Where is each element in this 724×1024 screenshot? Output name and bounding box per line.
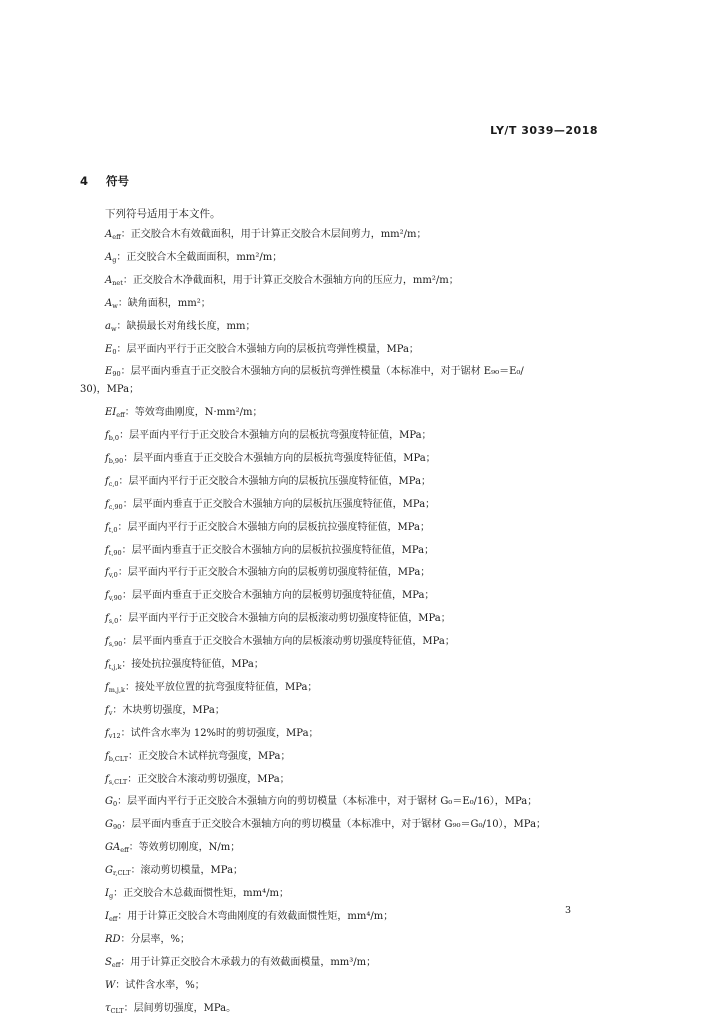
symbol-subscript: eff: [111, 960, 121, 969]
symbol: EI: [105, 407, 117, 419]
symbol: f: [105, 659, 109, 671]
symbol-definition: ：层平面内平行于正交胶合木强轴方向的层板抗压强度特征值，MPa；: [118, 475, 432, 487]
symbol-item: [105, 750, 291, 766]
symbol-definition: ：缺角面积，mm²；: [117, 297, 211, 309]
symbol-item: [105, 365, 524, 381]
symbol-subscript: v: [108, 708, 113, 717]
symbol-item: [105, 841, 240, 857]
symbol-definition: ：层平面内垂直于正交胶合木强轴方向的层板抗弯弹性模量（本标准中，对于锯材 E₉₀＝E₀/: [120, 366, 524, 378]
symbol-definition: ：正交胶合木试样抗弯强度，MPa；: [128, 750, 291, 762]
symbol-definition: ：层平面内平行于正交胶合木强轴方向的层板剪切强度特征值，MPa；: [117, 567, 431, 579]
symbol-item: [105, 521, 430, 537]
symbol-definition: ：用于计算正交胶合木承载力的有效截面模量，mm³/m；: [120, 956, 377, 968]
symbol-definition: ：缺损最长对角线长度，mm；: [116, 320, 256, 332]
symbol: E: [105, 366, 113, 378]
intro-sentence: 下列符号适用于本文件。: [105, 208, 221, 220]
symbol-definition: ：层平面内垂直于正交胶合木强轴方向的层板剪切强度特征值，MPa；: [121, 590, 435, 602]
symbol-subscript: 0: [112, 347, 117, 356]
symbol-definition: ：层平面内垂直于正交胶合木强轴方向的层板滚动剪切强度特征值，MPa；: [122, 636, 455, 648]
symbol-definition: ：正交胶合木全截面面积，mm²/m；: [116, 251, 283, 263]
symbol-subscript: eff: [116, 411, 125, 420]
symbol-item: [105, 773, 290, 789]
symbol-subscript: t,j,k: [108, 663, 122, 672]
symbol: f: [105, 430, 109, 442]
symbol-subscript: t,0: [108, 525, 118, 534]
symbol-definition: ：正交胶合木滚动剪切强度，MPa；: [127, 773, 290, 785]
symbol: a: [105, 320, 111, 332]
symbol-definition: ：接处平放位置的抗弯强度特征值，MPa；: [124, 681, 318, 693]
symbol-subscript: b,0: [108, 434, 120, 443]
symbol-definition-continuation: 30)，MPa；: [80, 384, 140, 396]
symbol: A: [105, 229, 113, 240]
symbol-item: [105, 429, 432, 445]
symbol: A: [105, 297, 113, 309]
symbol-definition: ：层平面内垂直于正交胶合木强轴方向的层板抗弯强度特征值，MPa；: [123, 452, 436, 464]
symbol-definition: ：层间剪切强度，MPa。: [123, 1002, 237, 1014]
symbol-item: [105, 727, 319, 743]
symbol-subscript: v12: [108, 731, 121, 740]
symbol-item: [105, 910, 393, 926]
symbol: f: [105, 498, 109, 510]
symbol-item: [105, 498, 435, 514]
symbol: f: [105, 544, 109, 556]
symbol: f: [105, 681, 109, 693]
symbol-definition: ：试件含水率为 12%时的剪切强度，MPa；: [120, 727, 319, 739]
symbol-definition: ：木块剪切强度，MPa；: [112, 704, 225, 716]
symbol: W: [105, 979, 116, 991]
symbol: GA: [105, 842, 121, 854]
symbol-item: [105, 956, 376, 972]
symbol-definition: ：等效弯曲刚度，N·mm²/m；: [124, 407, 263, 419]
symbol-definition: ：正交胶合木有效截面积，用于计算正交胶合木层间剪力，mm²/m；: [120, 229, 427, 240]
standard-number: LY/T 3039—2018: [490, 124, 598, 137]
symbol: A: [105, 251, 113, 263]
symbol-subscript: 90: [112, 370, 121, 379]
symbol-subscript: t,90: [108, 548, 122, 557]
symbol-item: [105, 589, 434, 605]
symbol-definition: ：层平面内垂直于正交胶合木强轴方向的层板抗拉强度特征值，MPa；: [121, 544, 435, 556]
symbol-item: [105, 566, 430, 582]
symbol: f: [105, 452, 109, 464]
section-title: 符号: [106, 174, 130, 188]
symbol-item: [105, 704, 225, 720]
symbol-item: [105, 228, 427, 244]
symbol-item: [105, 452, 436, 468]
symbol-subscript: c,0: [108, 479, 119, 488]
symbol-definition: ：层平面内垂直于正交胶合木强轴方向的剪切模量（本标准中，对于锯材 G₉₀＝G₀/10），MPa；: [121, 819, 547, 831]
symbol-subscript: b,CLT: [108, 754, 129, 763]
symbol-item: [105, 1002, 236, 1018]
symbol: S: [105, 956, 112, 968]
symbol-definition: ：滚动剪切模量，MPa；: [130, 865, 244, 877]
symbol: G: [105, 819, 113, 831]
symbol-subscript: v,0: [108, 571, 118, 580]
symbol: f: [105, 750, 109, 762]
page-number: 3: [565, 905, 572, 916]
symbol-subscript: g: [108, 892, 114, 901]
symbol-subscript: s,0: [108, 617, 119, 626]
symbol: f: [105, 773, 109, 785]
symbol-definition: ：正交胶合木总截面惯性矩，mm⁴/m；: [113, 888, 289, 900]
symbol-definition: ：用于计算正交胶合木弯曲刚度的有效截面惯性矩，mm⁴/m；: [117, 910, 394, 922]
symbol-subscript: CLT: [110, 1006, 124, 1015]
symbol-item: [105, 274, 459, 290]
symbol-item: [105, 544, 434, 560]
symbol: f: [105, 636, 109, 648]
symbol-definition: ：分层率，%；: [120, 933, 191, 945]
symbol-subscript: eff: [112, 233, 121, 241]
symbol-item: [105, 795, 537, 811]
symbol-definition: ：正交胶合木净截面积，用于计算正交胶合木强轴方向的压应力，mm²/m；: [122, 274, 459, 286]
symbol: I: [105, 888, 109, 900]
symbol-item: [105, 979, 205, 993]
symbol-item: [105, 933, 190, 947]
symbol-subscript: s,90: [108, 640, 123, 649]
symbol: A: [105, 274, 113, 286]
symbol: f: [105, 521, 109, 533]
symbol: f: [105, 567, 109, 579]
symbol-item: [105, 681, 317, 697]
symbol-item: [105, 658, 264, 674]
symbol-definition: ：层平面内平行于正交胶合木强轴方向的层板抗拉强度特征值，MPa；: [117, 521, 431, 533]
symbol-subscript: 90: [113, 823, 122, 832]
symbol-subscript: c,90: [108, 502, 123, 511]
symbol-item: [105, 612, 451, 628]
symbol-item: [105, 635, 455, 651]
symbol: G: [105, 865, 113, 877]
symbol-subscript: r,CLT: [113, 869, 131, 878]
symbol-item: [105, 251, 282, 267]
symbol-subscript: v,90: [108, 594, 122, 603]
symbol-definition: ：层平面内平行于正交胶合木强轴方向的层板抗弯弹性模量，MPa；: [116, 343, 419, 355]
symbol: f: [105, 613, 109, 625]
symbol-subscript: 0: [113, 800, 118, 809]
symbol-definition: ：层平面内平行于正交胶合木强轴方向的层板抗弯强度特征值，MPa；: [119, 430, 432, 442]
symbol-subscript: eff: [108, 914, 118, 923]
symbol: f: [105, 475, 109, 487]
symbol: I: [105, 910, 109, 922]
symbol: f: [105, 727, 109, 739]
symbol-subscript: w: [110, 324, 117, 333]
symbol-definition: ：试件含水率，%；: [115, 979, 205, 991]
symbol-item: [105, 320, 256, 336]
symbol-item: [105, 887, 289, 903]
section-number: 4: [80, 174, 89, 188]
symbol-definition: ：接处抗拉强度特征值，MPa；: [121, 659, 264, 671]
symbol: f: [105, 590, 109, 602]
symbol: f: [105, 704, 109, 716]
symbol: E: [105, 343, 113, 355]
symbol-definition: ：层平面内平行于正交胶合木强轴方向的层板滚动剪切强度特征值，MPa；: [118, 613, 451, 625]
symbol-item: [105, 297, 211, 313]
symbol-item: [105, 475, 431, 491]
symbol-subscript: net: [112, 278, 123, 287]
symbol-item: [105, 818, 546, 834]
symbol-definition: ：层平面内平行于正交胶合木强轴方向的剪切模量（本标准中，对于锯材 G₀＝E₀/16），MPa；: [117, 796, 538, 808]
symbol: τ: [105, 1002, 111, 1014]
symbol: G: [105, 796, 113, 808]
symbol-definition: ：等效剪切刚度，N/m；: [128, 842, 241, 854]
symbol-subscript: eff: [120, 846, 129, 855]
symbol-item: [105, 343, 419, 359]
symbol-item: [105, 406, 262, 422]
symbol-subscript: g: [112, 255, 117, 264]
symbol: RD: [105, 933, 121, 945]
symbol-subscript: b,90: [108, 456, 124, 465]
symbol-definition: ：层平面内垂直于正交胶合木强轴方向的层板抗压强度特征值，MPa；: [122, 498, 436, 510]
symbol-item: [105, 864, 243, 880]
symbol-subscript: s,CLT: [108, 777, 128, 786]
section-heading: [80, 173, 129, 189]
symbol-subscript: m,j,k: [108, 685, 125, 694]
symbol-subscript: w: [112, 301, 118, 310]
